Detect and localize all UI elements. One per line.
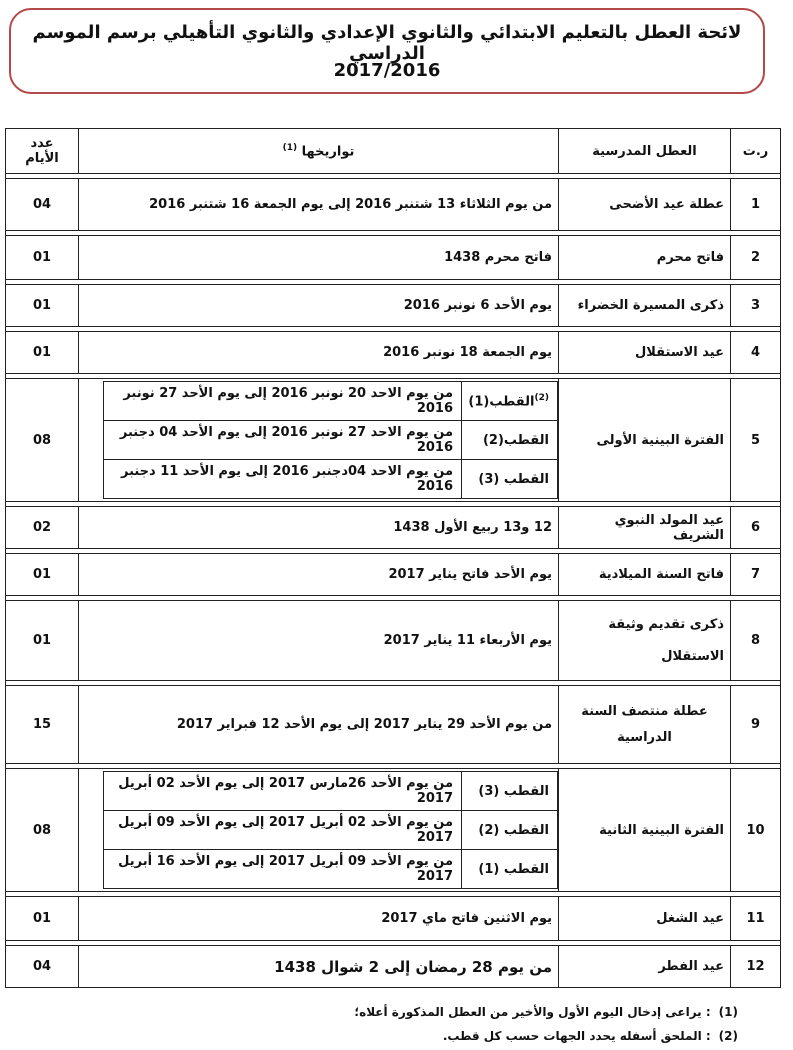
- footnote-mark: (1): [718, 1005, 738, 1019]
- header-name: العطل المدرسية: [559, 129, 731, 174]
- row-num: 3: [731, 285, 781, 327]
- row-date: فاتح محرم 1438: [79, 236, 559, 280]
- row-name: عيد الشغل: [559, 897, 731, 941]
- table-row: [6, 179, 781, 231]
- pole-label: القطب (3): [462, 772, 558, 811]
- table-row: [6, 285, 781, 327]
- pole-row: [104, 421, 558, 460]
- pole-date: من يوم الاحد 20 نونبر 2016 إلى يوم الأحد 27 نونبر 2016: [104, 382, 462, 421]
- row-days: 01: [6, 332, 79, 374]
- row-date: من يوم الثلاثاء 13 شتنبر 2016 إلى يوم الجمعة 16 شتنبر 2016: [79, 179, 559, 231]
- title-box: [9, 8, 765, 94]
- row-num: 10: [731, 769, 781, 892]
- row-days: 08: [6, 379, 79, 502]
- row-date: يوم الأربعاء 11 يناير 2017: [79, 601, 559, 681]
- table-row: [6, 946, 781, 988]
- pole-label: القطب(2): [462, 421, 558, 460]
- row-num: 9: [731, 686, 781, 764]
- row-name: الفترة البينية الثانية: [559, 769, 731, 892]
- table-row: [6, 686, 781, 764]
- row-name: عطلة عيد الأضحى: [559, 179, 731, 231]
- pole-row: [104, 850, 558, 889]
- row-days: 15: [6, 686, 79, 764]
- pole-row: [104, 811, 558, 850]
- row-days: 08: [6, 769, 79, 892]
- row-name: عطلة منتصف السنة الدراسية: [559, 686, 731, 764]
- header-days: عدد الأيام: [6, 129, 79, 174]
- row-days: 01: [6, 554, 79, 596]
- pole-date: من يوم الأحد 09 أبريل 2017 إلى يوم الأحد 16 أبريل 2017: [104, 850, 462, 889]
- row-num: 2: [731, 236, 781, 280]
- pole-label: [462, 382, 558, 421]
- pole-row: [104, 382, 558, 421]
- footnote-text: : الملحق أسفله يحدد الجهات حسب كل قطب.: [442, 1029, 711, 1043]
- row-name: ذكرى المسيرة الخضراء: [559, 285, 731, 327]
- row-name: فاتح السنة الميلادية: [559, 554, 731, 596]
- row-num: 11: [731, 897, 781, 941]
- row-num: 7: [731, 554, 781, 596]
- footnote: [38, 1024, 738, 1048]
- row-days: 01: [6, 897, 79, 941]
- table-row: [6, 507, 781, 549]
- table-row-interval-1: [6, 379, 781, 502]
- row-num: 8: [731, 601, 781, 681]
- row-days: 01: [6, 236, 79, 280]
- header-dates-label: تواريخها: [301, 144, 355, 160]
- pole-label: القطب (2): [462, 811, 558, 850]
- footnote: [38, 1000, 738, 1024]
- row-name: الفترة البينية الأولى: [559, 379, 731, 502]
- table-row: [6, 236, 781, 280]
- footnotes: [38, 1000, 738, 1048]
- table-row-interval-2: [6, 769, 781, 892]
- pole-date: من يوم الاحد 04دجنبر 2016 إلى يوم الأحد 11 دجنبر 2016: [104, 460, 462, 499]
- row-name: عيد المولد النبوي الشريف: [559, 507, 731, 549]
- pole-date: من يوم الأحد 26مارس 2017 إلى يوم الأحد 02 أبريل 2017: [104, 772, 462, 811]
- pole-date: من يوم الأحد 02 أبريل 2017 إلى يوم الأحد 09 أبريل 2017: [104, 811, 462, 850]
- table-row: [6, 332, 781, 374]
- poles-table: [103, 771, 558, 889]
- row-name: عيد الاستقلال: [559, 332, 731, 374]
- poles-cell: [79, 379, 559, 502]
- row-date: يوم الأحد 6 نونبر 2016: [79, 285, 559, 327]
- row-days: 04: [6, 946, 79, 988]
- footnote-text: : يراعى إدخال اليوم الأول والأخير من العطل المذكورة أعلاه؛: [354, 1005, 711, 1019]
- school-year: 2017/2016: [333, 60, 441, 81]
- row-days: 01: [6, 285, 79, 327]
- row-name: فاتح محرم: [559, 236, 731, 280]
- pole-label-text: القطب(1): [468, 394, 535, 410]
- row-num: 1: [731, 179, 781, 231]
- header-num: ر.ت: [731, 129, 781, 174]
- footnote-mark: (2): [718, 1029, 738, 1043]
- holidays-table: [5, 128, 781, 988]
- pole-row: [104, 460, 558, 499]
- header-dates-note: (1): [282, 142, 298, 153]
- pole-label: القطب (3): [462, 460, 558, 499]
- row-date: من يوم الأحد 29 يناير 2017 إلى يوم الأحد 12 فبراير 2017: [79, 686, 559, 764]
- row-days: 02: [6, 507, 79, 549]
- pole-date: من يوم الاحد 27 نونبر 2016 إلى يوم الأحد 04 دجنبر 2016: [104, 421, 462, 460]
- row-date: 12 و13 ربيع الأول 1438: [79, 507, 559, 549]
- header-dates: [79, 129, 559, 174]
- row-num: 12: [731, 946, 781, 988]
- row-date: يوم الجمعة 18 نونبر 2016: [79, 332, 559, 374]
- row-date: يوم الاثنين فاتح ماي 2017: [79, 897, 559, 941]
- row-num: 5: [731, 379, 781, 502]
- row-num: 4: [731, 332, 781, 374]
- row-name: ذكرى تقديم وثيقة الاستقلال: [559, 601, 731, 681]
- pole-row: [104, 772, 558, 811]
- poles-table: [103, 381, 558, 499]
- table-row: [6, 897, 781, 941]
- row-num: 6: [731, 507, 781, 549]
- poles-cell: [79, 769, 559, 892]
- row-date: من يوم 28 رمضان إلى 2 شوال 1438: [79, 946, 559, 988]
- row-date: يوم الأحد فاتح يناير 2017: [79, 554, 559, 596]
- table-row: [6, 554, 781, 596]
- pole-label: القطب (1): [462, 850, 558, 889]
- table-row: [6, 601, 781, 681]
- row-days: 04: [6, 179, 79, 231]
- row-name: عيد الفطر: [559, 946, 731, 988]
- row-days: 01: [6, 601, 79, 681]
- pole-note: (2): [534, 392, 549, 403]
- page-title: لائحة العطل بالتعليم الابتدائي والثانوي الإعدادي والثانوي التأهيلي برسم الموسم الدراسي: [32, 22, 742, 64]
- table-header-row: [6, 129, 781, 174]
